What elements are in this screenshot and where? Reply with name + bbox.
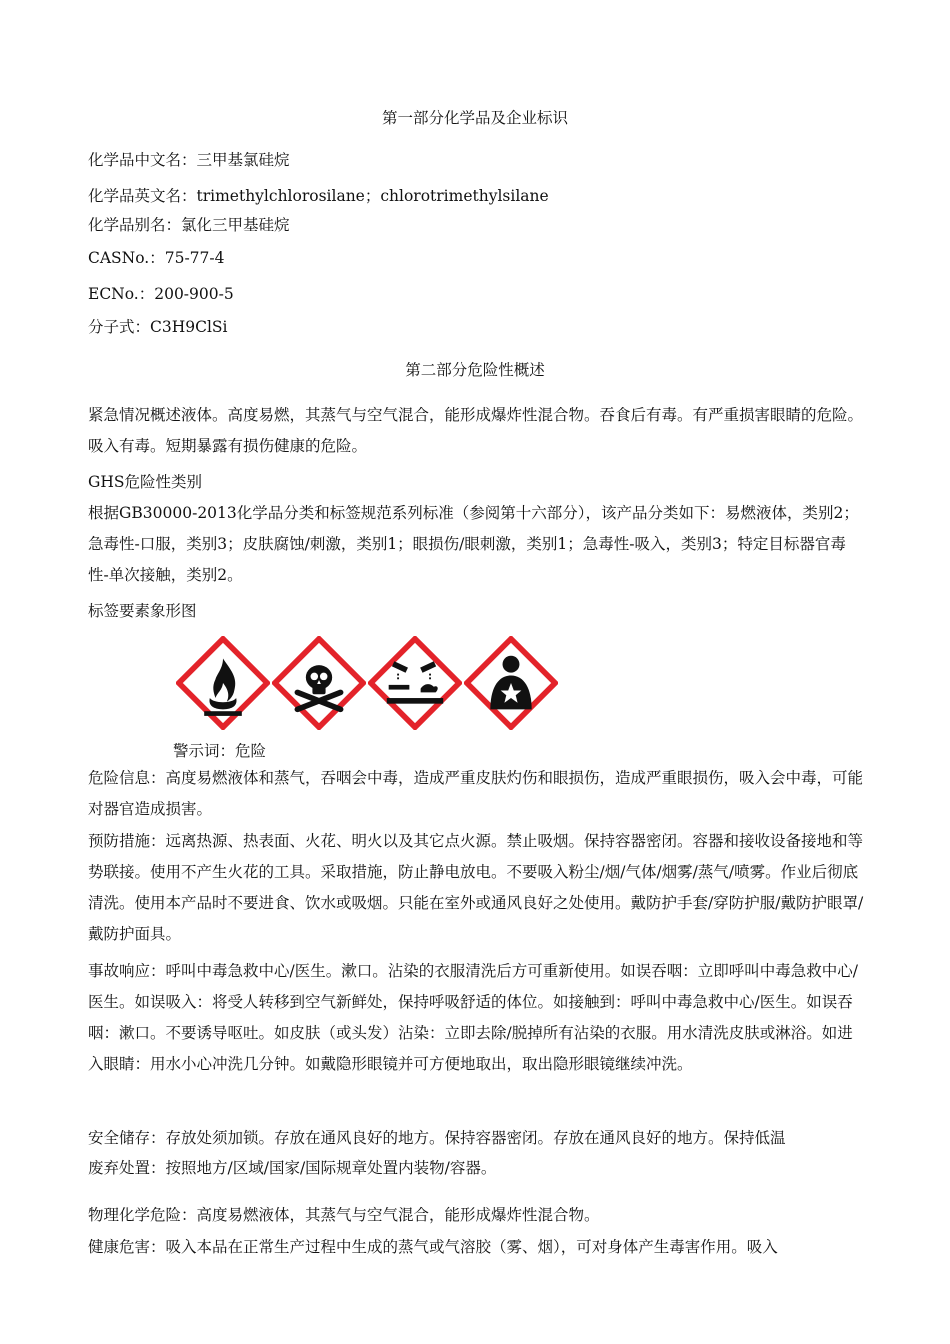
section-2-title: 第二部分危险性概述 [405,361,545,379]
molecular-formula: 分子式：C3H9ClSi [88,318,228,336]
disposal: 废弃处置：按照地方/区域/国家/国际规章处置内装物/容器。 [88,1159,497,1177]
physical-chemical-hazard: 物理化学危险：高度易燃液体，其蒸气与空气混合，能形成爆炸性混合物。 [88,1206,600,1224]
signal-word: 警示词：危险 [173,742,267,760]
emergency-overview: 紧急情况概述液体。高度易燃，其蒸气与空气混合，能形成爆炸性混合物。吞食后有毒。有严重损害眼睛的危险。吸入有毒。短期暴露有损伤健康的危险。 [88,406,864,455]
ghs-category-heading: GHS危险性类别 [88,473,203,491]
chemical-alias: 化学品别名：氯化三甲基硅烷 [88,216,290,234]
pictogram-heading: 标签要素象形图 [88,602,197,620]
hazard-information: 危险信息：高度易燃液体和蒸气，吞咽会中毒，造成严重皮肤灼伤和眼损伤，造成严重眼损伤，吸入会中毒，可能对器官造成损害。 [88,769,864,818]
precautionary-response: 事故响应：呼叫中毒急救中心/医生。漱口。沾染的衣服清洗后方可重新使用。如误吞咽：立即呼叫中毒急救中心/医生。如误吸入：将受人转移到空气新鲜处，保持呼吸舒适的体位。如接触到：呼叫中毒急救中心/医生。如误吞咽：漱口。不要诱导呕吐。如皮肤（或头发）沾染：立即去除/脱掉所有沾染的衣服。用水清洗皮肤或淋浴。如进入眼睛：用水小心冲洗几分钟。如戴隐形眼镜并可方便地取出，取出隐形眼镜继续冲洗。 [88,962,858,1073]
safe-storage: 安全储存：存放处须加锁。存放在通风良好的地方。保持容器密闭。存放在通风良好的地方。保持低温 [88,1129,786,1147]
skull-crossbones-icon [272,636,366,730]
corrosion-icon [368,636,462,730]
ec-number: ECNo.：200-900-5 [88,285,234,303]
ghs-pictograms [176,636,556,732]
chemical-english-name: 化学品英文名：trimethylchlorosilane；chlorotrimethylsilane [88,187,549,205]
cas-number: CASNo.：75-77-4 [88,249,225,267]
section-1-title: 第一部分化学品及企业标识 [381,109,568,127]
ghs-classification-text: 根据GB30000-2013化学品分类和标签规范系列标准（参阅第十六部分），该产品分类如下：易燃液体，类别2；急毒性-口服，类别3；皮肤腐蚀/刺激，类别1；眼损伤/眼刺激，类别1；急毒性-吸入，类别3；特定目标器官毒性-单次接触，类别2。 [88,504,859,584]
chemical-chinese-name: 化学品中文名：三甲基氯硅烷 [88,151,290,169]
precautionary-prevention: 预防措施：远离热源、热表面、火花、明火以及其它点火源。禁止吸烟。保持容器密闭。容器和接收设备接地和等势联接。使用不产生火花的工具。采取措施，防止静电放电。不要吸入粉尘/烟/气体/烟雾/蒸气/喷雾。作业后彻底清洗。使用本产品时不要进食、饮水或吸烟。只能在室外或通风良好之处使用。戴防护手套/穿防护服/戴防护眼罩/戴防护面具。 [88,832,864,943]
health-hazard-text: 健康危害：吸入本品在正常生产过程中生成的蒸气或气溶胶（雾、烟），可对身体产生毒害作用。吸入 [88,1238,778,1256]
health-hazard-icon [464,636,558,730]
flame-icon [176,636,270,730]
